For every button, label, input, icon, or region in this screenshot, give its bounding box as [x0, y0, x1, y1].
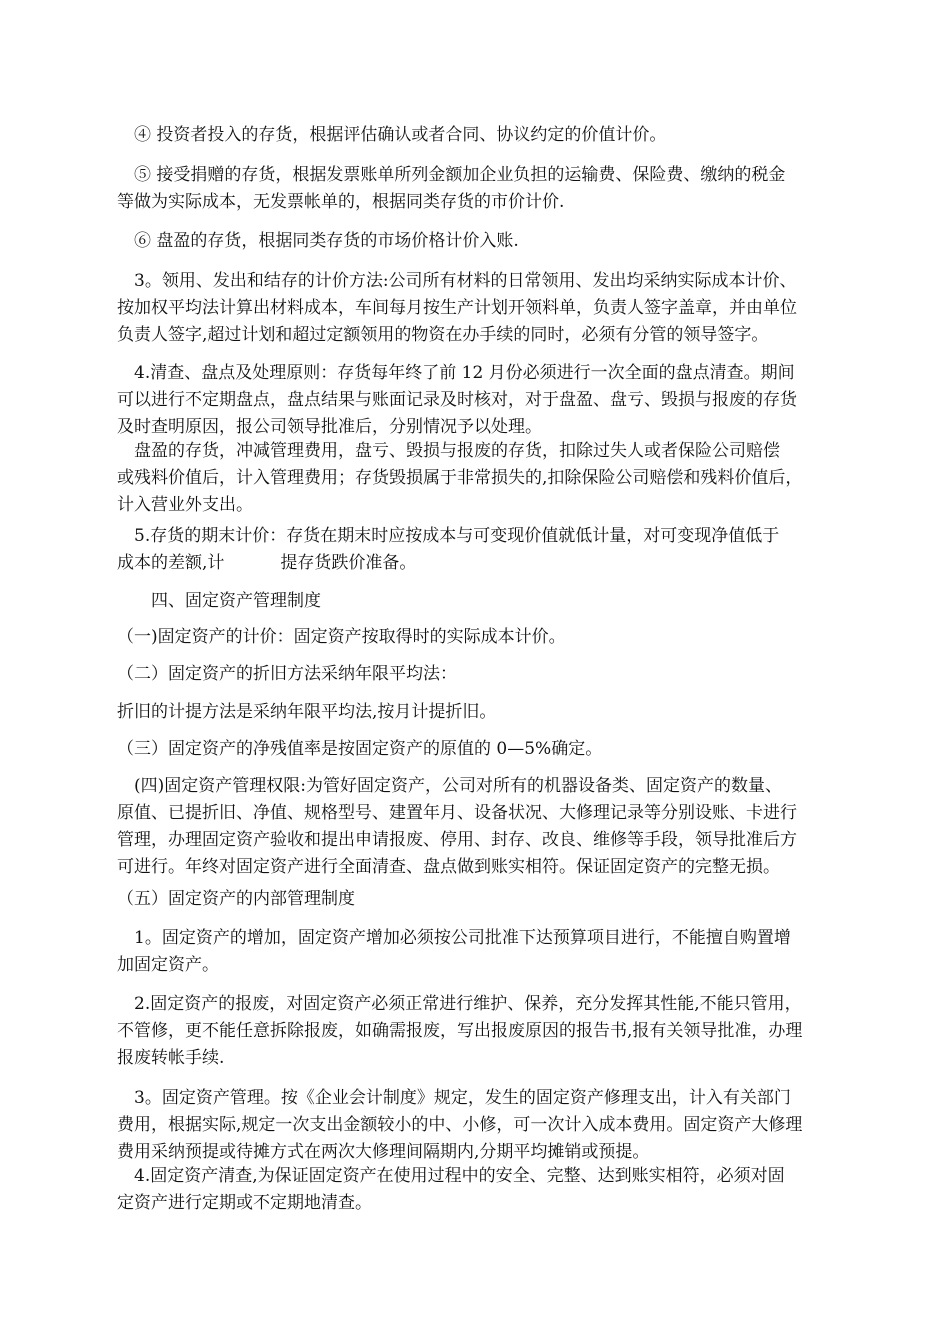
- text-line: （二）固定资产的折旧方法采纳年限平均法：: [117, 664, 457, 684]
- text-line: 等做为实际成本，无发票帐单的，根据同类存货的市价计价.: [117, 192, 565, 212]
- text-line: 加固定资产。: [117, 955, 219, 975]
- text-line: 计入营业外支出。: [117, 495, 253, 515]
- paragraph-depreciation-method: [117, 661, 865, 688]
- text-line: 1。固定资产的增加，固定资产增加必须按公司批准下达预算项目进行，不能擅自购置增: [117, 928, 791, 948]
- paragraph-period-end-valuation: [117, 523, 865, 577]
- paragraph-asset-management: [117, 1085, 865, 1166]
- paragraph-management-authority: [117, 773, 865, 881]
- text-line: 原值、已提折旧、净值、规格型号、建置年月、设备状况、大修理记录等分别设账、卡进行: [117, 803, 797, 823]
- text-fragment: 提存货跌价准备。: [280, 553, 417, 573]
- text-line: 费用，根据实际,规定一次支出金额较小的中、小修，可一次计入成本费用。固定资产大修理: [117, 1115, 803, 1135]
- text-line: 按加权平均法计算出材料成本，车间每月按生产计划开领料单，负责人签字盖章，并由单位: [117, 298, 797, 318]
- paragraph-donated-inventory: [117, 162, 865, 216]
- text-line: （一)固定资产的计价：固定资产按取得时的实际成本计价。: [117, 627, 566, 647]
- text-line: （五）固定资产的内部管理制度: [117, 889, 355, 909]
- text-line: 5.存货的期末计价：存货在期末时应按成本与可变现价值就低计量，对可变现净值低于: [117, 526, 780, 546]
- paragraph-fixed-asset-valuation: [117, 624, 865, 651]
- text-line: 可进行。年终对固定资产进行全面清查、盘点做到账实相符。保证固定资产的完整无损。: [117, 857, 780, 877]
- text-line: ⑥ 盘盈的存货，根据同类存货的市场价格计价入账.: [117, 231, 519, 251]
- paragraph-asset-addition: [117, 925, 865, 979]
- paragraph-depreciation-calc: [117, 699, 865, 726]
- text-line: 可以进行不定期盘点，盘点结果与账面记录及时核对，对于盘盈、盘亏、毁损与报废的存货: [117, 390, 797, 410]
- text-line: ⑤ 接受捐赠的存货，根据发票账单所列金额加企业负担的运输费、保险费、缴纳的税金: [117, 165, 786, 185]
- text-line: ④ 投资者投入的存货，根据评估确认或者合同、协议约定的价值计价。: [117, 125, 667, 145]
- paragraph-asset-disposal: [117, 991, 865, 1072]
- paragraph-internal-management: [117, 886, 865, 913]
- paragraph-inventory-loss: [117, 438, 865, 519]
- text-line: 报废转帐手续.: [117, 1048, 225, 1068]
- text-line: 3。领用、发出和结存的计价方法:公司所有材料的日常领用、发出均采纳实际成本计价、: [117, 271, 797, 291]
- paragraph-inventory-count: [117, 360, 865, 441]
- text-line: (四)固定资产管理权限:为管好固定资产，公司对所有的机器设备类、固定资产的数量、: [117, 776, 782, 796]
- text-line: 或残料价值后，计入管理费用；存货毁损属于非常损失的,扣除保险公司赔偿和残料价值后，: [117, 468, 803, 488]
- text-line: 负责人签字,超过计划和超过定额领用的物资在办手续的同时，必须有分管的领导签字。: [117, 325, 769, 345]
- text-line: [117, 550, 865, 577]
- section-heading-fixed-assets: [117, 588, 865, 615]
- text-line: 定资产进行定期或不定期地清查。: [117, 1193, 372, 1213]
- paragraph-asset-inventory-check: [117, 1163, 865, 1217]
- paragraph-investor-inventory: [117, 122, 865, 149]
- text-line: 管理，办理固定资产验收和提出申请报废、停用、封存、改良、维修等手段，领导批准后方: [117, 830, 797, 850]
- paragraph-residual-rate: [117, 736, 865, 763]
- paragraph-pricing-method: [117, 268, 865, 349]
- text-fragment: 成本的差额,计: [117, 553, 225, 573]
- text-line: 不管修，更不能任意拆除报废，如确需报废，写出报废原因的报告书,报有关领导批准，办理: [117, 1021, 803, 1041]
- text-line: 四、固定资产管理制度: [117, 591, 321, 611]
- text-line: 3。固定资产管理。按《企业会计制度》规定，发生的固定资产修理支出，计入有关部门: [117, 1088, 791, 1108]
- text-line: 4.清查、盘点及处理原则：存货每年终了前 12 月份必须进行一次全面的盘点清查。期间: [117, 363, 795, 383]
- text-line: 2.固定资产的报废，对固定资产必须正常进行维护、保养，充分发挥其性能,不能只管用，: [117, 994, 802, 1014]
- text-line: 4.固定资产清查,为保证固定资产在使用过程中的安全、完整、达到账实相符，必须对固: [117, 1166, 785, 1186]
- text-line: （三）固定资产的净残值率是按固定资产的原值的 0—5%确定。: [117, 739, 603, 759]
- text-line: 盘盈的存货，冲减管理费用，盘亏、毁损与报废的存货，扣除过失人或者保险公司赔偿: [117, 441, 780, 461]
- text-line: 及时查明原因，报公司领导批准后，分别情况予以处理。: [117, 417, 542, 437]
- text-line: 折旧的计提方法是采纳年限平均法,按月计提折旧。: [117, 702, 497, 722]
- text-line: 费用采纳预提或待摊方式在两次大修理间隔期内,分期平均摊销或预提。: [117, 1142, 650, 1162]
- paragraph-surplus-inventory: [117, 228, 865, 255]
